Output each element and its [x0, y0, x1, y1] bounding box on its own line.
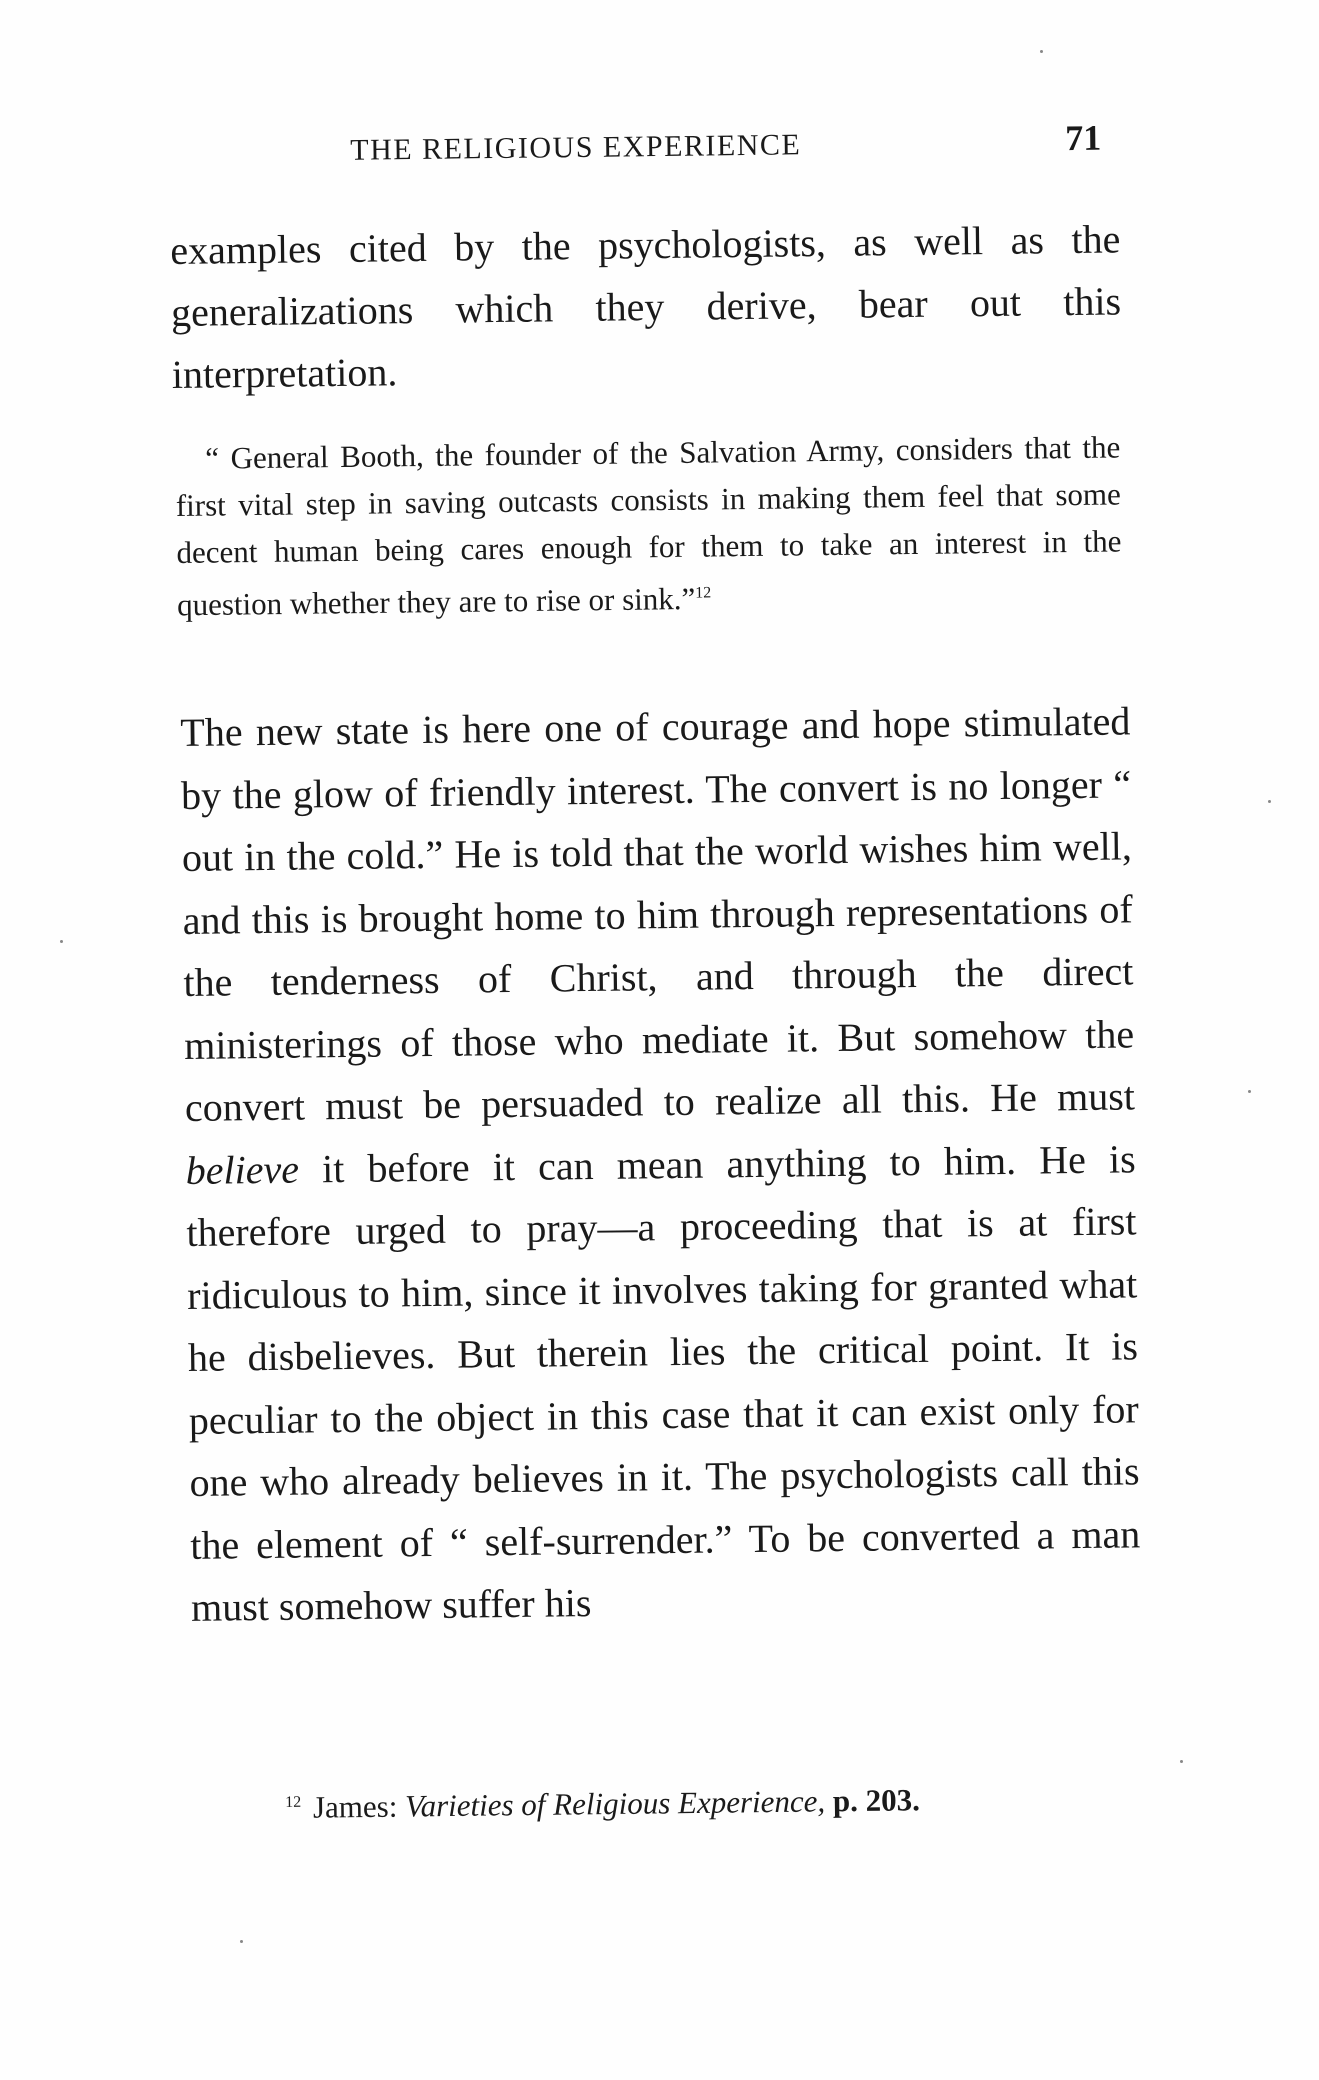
paragraph-two-text: [180, 690, 1141, 1639]
running-head: [170, 117, 1111, 178]
block-quote-text: “ General Booth, the founder of the Salvation Army, considers that the first vital step in saving outcasts consists in making them feel that some decent human being cares enough for them to take an interest in the question whether they are to rise or sink.”: [175, 429, 1122, 623]
footnote-author: James:: [312, 1788, 398, 1825]
paper-speck: [1248, 1090, 1251, 1093]
paragraph-two-after-italic: it before it can mean anything to him. He is therefore urged to pray—a proceeding that is at first ridiculous to him, since it involves taking for granted what he disbelieves. But therein lies the critical point. It is peculiar to the object in this case that it can exist only for one who already believes in it. The psychologists call this the element of “ self-surrender.” To be converted a man must somehow suffer his: [186, 1135, 1141, 1630]
page-number: 71: [1064, 117, 1102, 159]
footnote: [285, 1780, 1085, 1826]
paper-speck: [1268, 800, 1271, 803]
paragraph-two: [180, 690, 1141, 1639]
paragraph-two-before-italic: The new state is here one of courage and hope stimulated by the glow of friendly interest. The convert is no longer “ out in the cold.” He is told that the world wishes him well, and this is brought home to him through representations of the tenderness of Christ, and through the direct ministerings of those who mediate it. But somehow the convert must be persuaded to realize all this. He must: [180, 698, 1136, 1130]
paper-speck: [1040, 50, 1043, 53]
paragraph-one-text: examples cited by the psychologists, as well as the generalizations which they derive, bear out this interpretation.: [170, 216, 1122, 397]
footnote-title: Varieties of Religious Experience,: [404, 1783, 826, 1824]
paper-speck: [60, 940, 63, 943]
running-title: THE RELIGIOUS EXPERIENCE: [350, 128, 802, 167]
italic-believe: believe: [185, 1146, 300, 1193]
paper-speck: [240, 1940, 243, 1943]
block-quote-paragraph: [175, 423, 1122, 628]
footnote-number: 12: [285, 1793, 302, 1811]
paper-speck: [1180, 1760, 1183, 1763]
footnote-reference: 12: [695, 584, 712, 602]
footnote-page: p. 203.: [832, 1782, 921, 1819]
block-quote: [175, 423, 1122, 628]
paragraph-one: [170, 208, 1122, 406]
